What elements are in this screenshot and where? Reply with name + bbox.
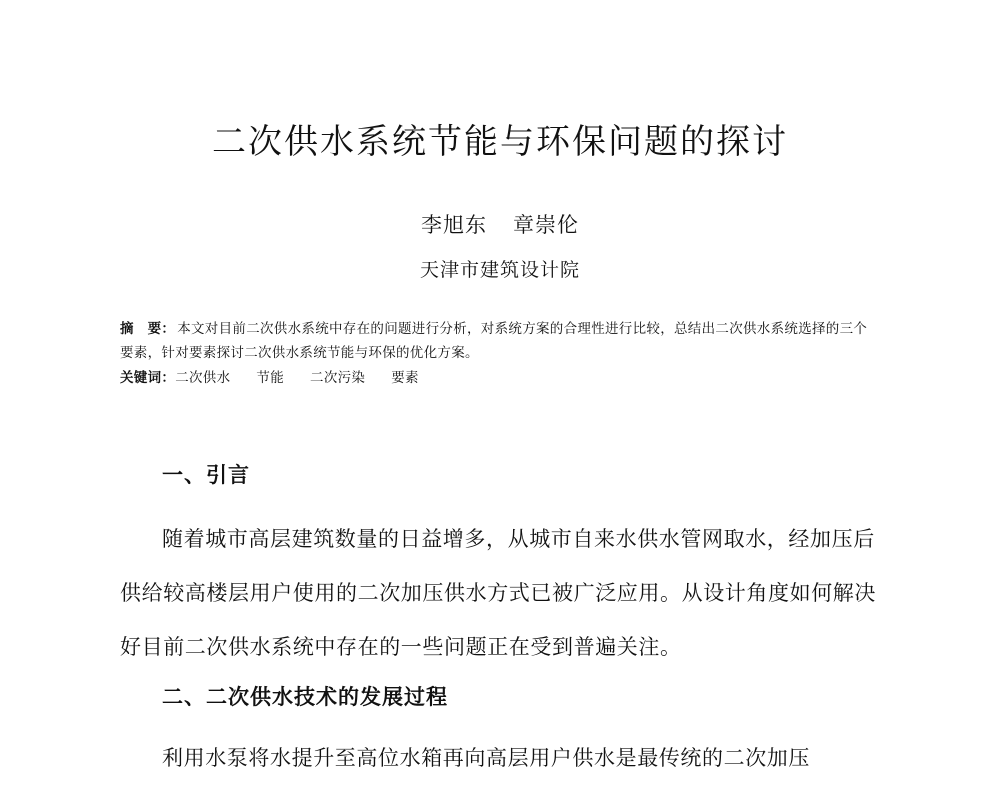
paper-title: 二次供水系统节能与环保问题的探讨 xyxy=(212,122,788,162)
keywords xyxy=(120,366,880,390)
keyword: 节能 xyxy=(256,370,285,386)
keyword: 二次污染 xyxy=(310,370,366,386)
author-name: 李旭东 xyxy=(421,213,487,237)
keywords-label: 关键词： xyxy=(120,370,176,386)
author-affiliation: 天津市建筑设计院 xyxy=(419,259,580,281)
keyword: 要素 xyxy=(391,370,419,386)
section-heading: 二、二次供水技术的发展过程 xyxy=(162,685,448,709)
section-paragraph: 随着城市高层建筑数量的日益增多，从城市自来水供水管网取水，经加压后供给较高楼层用户使用的二次加压供水方式已被广泛应用。从设计角度如何解决好目前二次供水系统中存在的一些问题正在受到普遍关注。 xyxy=(120,527,876,659)
abstract-label: 摘 要： xyxy=(120,321,176,337)
section-heading: 一、引言 xyxy=(162,463,250,487)
author-name: 章崇伦 xyxy=(513,213,579,237)
keyword: 二次供水 xyxy=(175,370,231,386)
abstract xyxy=(120,317,880,365)
abstract-text: 本文对目前二次供水系统中存在的问题进行分析，对系统方案的合理性进行比较，总结出二次供水系统选择的三个要素，针对要素探讨二次供水系统节能与环保的优化方案。 xyxy=(120,321,868,361)
author-list xyxy=(0,210,1000,240)
section-paragraph: 利用水泵将水提升至高位水箱再向高层用户供水是最传统的二次加压 xyxy=(162,746,810,770)
